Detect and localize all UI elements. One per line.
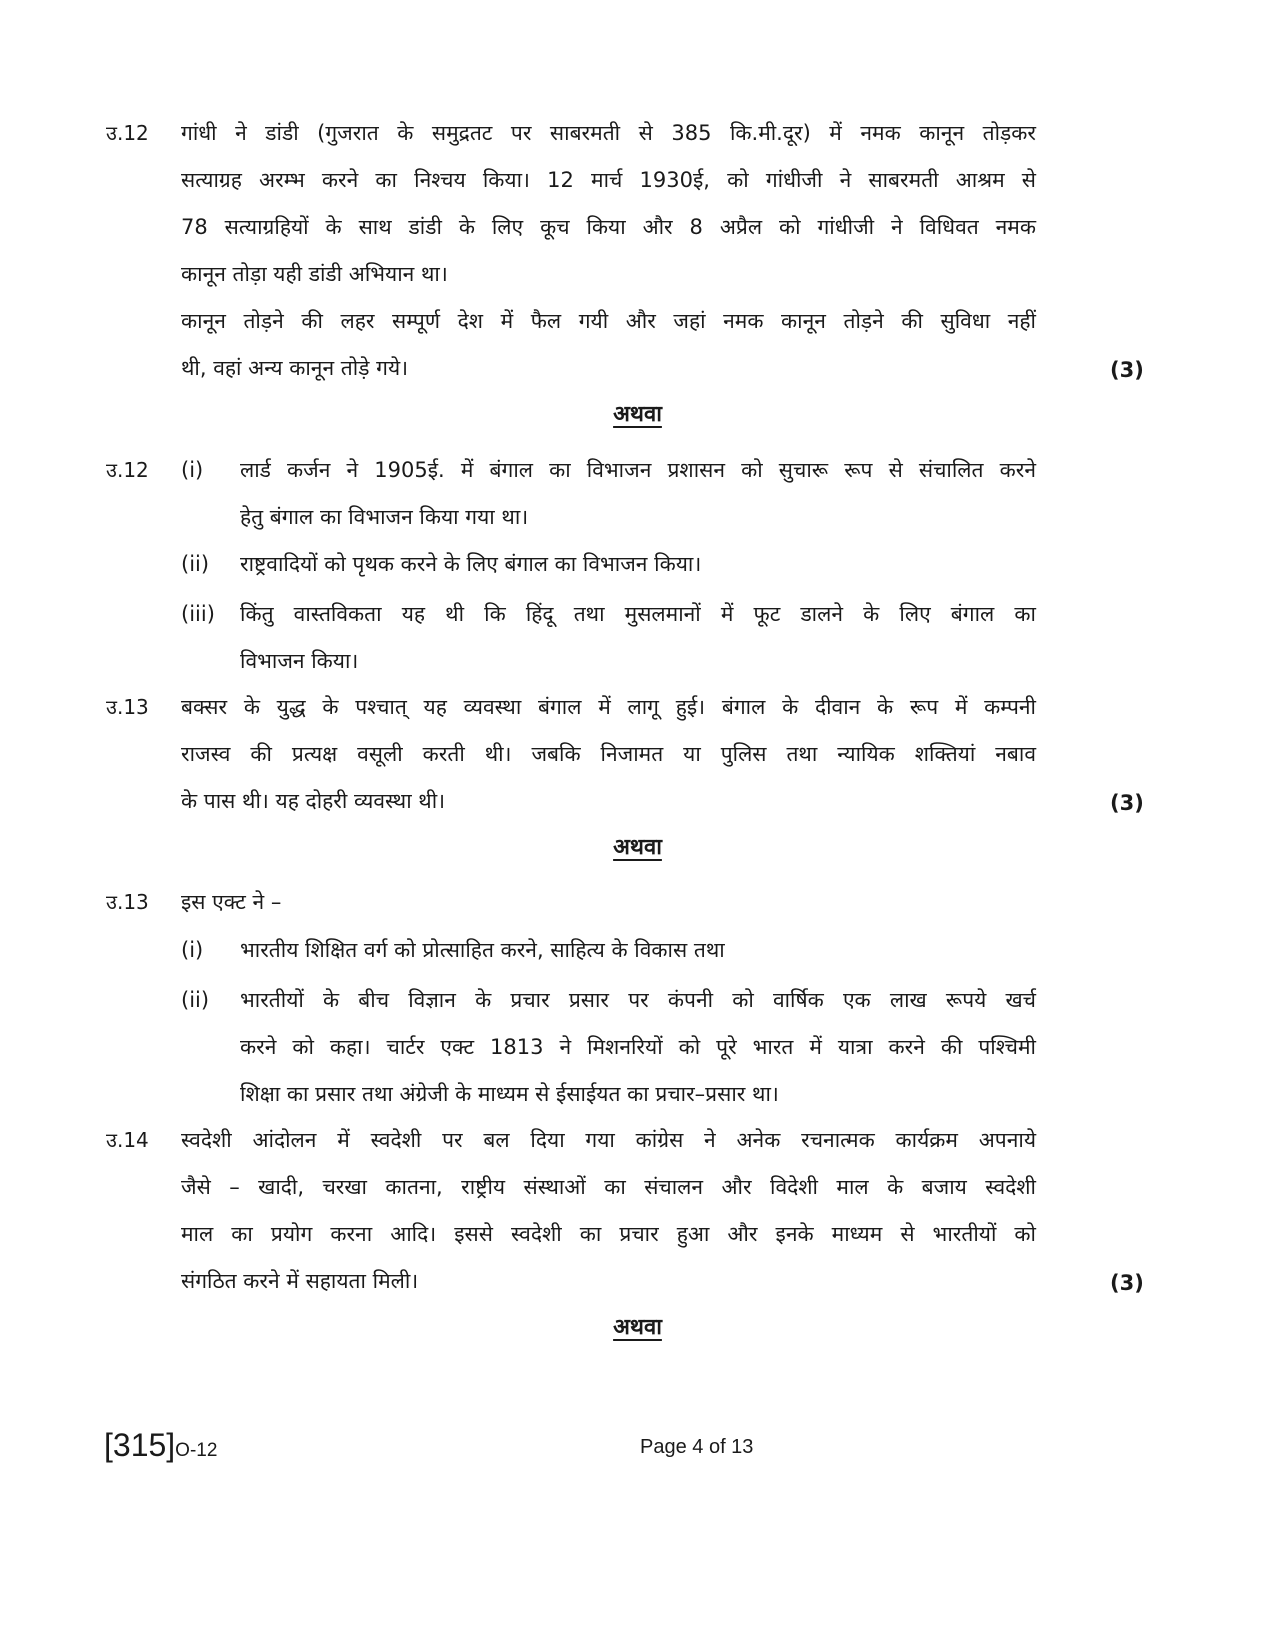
answer-line: बक्सर के युद्ध के पश्चात् यह व्यवस्था बंगाल में लागू हुई। बंगाल के दीवान के रूप में कम्पनी	[181, 695, 1036, 719]
paper-code	[104, 1427, 217, 1464]
answer-line: लार्ड कर्जन ने 1905ई. में बंगाल का विभाजन प्रशासन को सुचारू रूप से संचालित करने	[240, 458, 1036, 482]
item-label: (i)	[181, 938, 204, 962]
answer-line: 78 सत्याग्रहियों के साथ डांडी के लिए कूच किया और 8 अप्रैल को गांधीजी ने विधिवत नमक	[181, 215, 1036, 239]
page-number: Page 4 of 13	[640, 1436, 754, 1458]
answer-line: कानून तोड़ने की लहर सम्पूर्ण देश में फैल गयी और जहां नमक कानून तोड़ने की सुविधा नहीं	[181, 309, 1036, 333]
athva-heading: अथवा	[613, 402, 662, 427]
item-label: (iii)	[181, 602, 215, 626]
question-number: उ.12	[106, 121, 149, 145]
answer-line: इस एक्ट ने –	[181, 890, 282, 914]
answer-line: संगठित करने में सहायता मिली।	[181, 1269, 419, 1293]
answer-line: भारतीयों के बीच विज्ञान के प्रचार प्रसार पर कंपनी को वार्षिक एक लाख रूपये खर्च	[240, 988, 1036, 1012]
paper-code-sub: O-12	[175, 1440, 218, 1461]
answer-line: थी, वहां अन्य कानून तोड़े गये।	[181, 356, 409, 380]
item-label: (ii)	[181, 552, 210, 576]
answer-line: के पास थी। यह दोहरी व्यवस्था थी।	[181, 789, 446, 813]
item-label: (ii)	[181, 988, 210, 1012]
answer-line: राजस्व की प्रत्यक्ष वसूली करती थी। जबकि निजामत या पुलिस तथा न्यायिक शक्तियां नबाव	[181, 742, 1036, 766]
athva-heading: अथवा	[613, 835, 662, 860]
answer-line: विभाजन किया।	[240, 649, 359, 673]
answer-line: हेतु बंगाल का विभाजन किया गया था।	[240, 505, 529, 529]
answer-line: जैसे – खादी, चरखा कातना, राष्ट्रीय संस्थाओं का संचालन और विदेशी माल के बजाय स्वदेशी	[181, 1175, 1036, 1199]
question-number: उ.14	[106, 1128, 149, 1152]
answer-line: भारतीय शिक्षित वर्ग को प्रोत्साहित करने, साहित्य के विकास तथा	[240, 938, 725, 962]
marks-label: (3)	[1110, 791, 1144, 815]
answer-line: सत्याग्रह अरम्भ करने का निश्चय किया। 12 मार्च 1930ई, को गांधीजी ने साबरमती आश्रम से	[181, 168, 1036, 192]
answer-line: शिक्षा का प्रसार तथा अंग्रेजी के माध्यम से ईसाईयत का प्रचार–प्रसार था।	[240, 1082, 779, 1106]
answer-line: माल का प्रयोग करना आदि। इससे स्वदेशी का प्रचार हुआ और इनके माध्यम से भारतीयों को	[181, 1222, 1036, 1246]
answer-line: कानून तोड़ा यही डांडी अभियान था।	[181, 262, 448, 286]
item-label: (i)	[181, 458, 204, 482]
question-number: उ.13	[106, 890, 149, 914]
marks-label: (3)	[1110, 1271, 1144, 1295]
answer-line: स्वदेशी आंदोलन में स्वदेशी पर बल दिया गया कांग्रेस ने अनेक रचनात्मक कार्यक्रम अपनाये	[181, 1128, 1036, 1152]
answer-line: किंतु वास्तविकता यह थी कि हिंदू तथा मुसलमानों में फूट डालने के लिए बंगाल का	[240, 602, 1036, 626]
paper-code-main: [315]	[104, 1427, 176, 1463]
athva-heading: अथवा	[613, 1315, 662, 1340]
answer-line: गांधी ने डांडी (गुजरात के समुद्रतट पर साबरमती से 385 कि.मी.दूर) में नमक कानून तोड़कर	[181, 121, 1036, 145]
question-number: उ.13	[106, 695, 149, 719]
marks-label: (3)	[1110, 358, 1144, 382]
answer-line: राष्ट्रवादियों को पृथक करने के लिए बंगाल का विभाजन किया।	[240, 552, 702, 576]
answer-line: करने को कहा। चार्टर एक्ट 1813 ने मिशनरियों को पूरे भारत में यात्रा करने की पश्चिमी	[240, 1035, 1036, 1059]
question-number: उ.12	[106, 458, 149, 482]
